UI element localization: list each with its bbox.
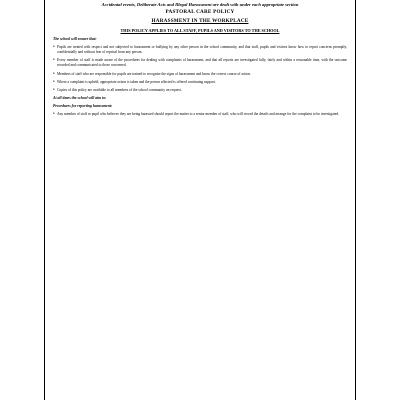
section1-title: The school will ensure that:	[53, 37, 97, 42]
list-item: • Where a complaint is upheld, appropriate action is taken and the person affected is offered continuing support.	[57, 80, 347, 85]
section2-title: At all times the school will aim to:	[53, 95, 107, 100]
document-heading: PASTORAL CARE POLICY	[165, 9, 235, 16]
list-item: • Every member of staff is made aware of the procedures for dealing with complaints of harassment, and that all reports are investigated fully, fairly and within a reasonable time, with the outcome recorded and communicated to those concerned.	[57, 58, 347, 68]
section3-list	[45, 112, 355, 117]
document-subheading: HARASSMENT IN THE WORKPLACE	[151, 18, 249, 25]
intro-text: Accidental events, Deliberate Acts and Illegal Harassment are dealt with under each appropriate section	[101, 2, 299, 7]
list-item: • Members of staff who are responsible for pupils are trained to recognise the signs of harassment and know the correct course of action.	[57, 72, 347, 77]
list-item: • Copies of this policy are available to all members of the school community on request.	[57, 88, 347, 93]
list-item: • Any member of staff or pupil who believes they are being harassed should report the matter to a senior member of staff, who will record the details and arrange for the complaint to be investigated.	[57, 112, 347, 117]
section1-list	[45, 45, 355, 93]
policy-notice: THIS POLICY APPLIES TO ALL STAFF, PUPILS AND VISITORS TO THE SCHOOL	[120, 28, 280, 34]
section3-title: Procedures for reporting harassment:	[53, 103, 113, 108]
document-page	[44, 0, 356, 400]
list-item: • Pupils are treated with respect and not subjected to harassment or bullying by any other person in the school community, and that staff, pupils and visitors know how to report concerns promptly, confidentially and without fear of reprisal from any person.	[57, 45, 347, 55]
